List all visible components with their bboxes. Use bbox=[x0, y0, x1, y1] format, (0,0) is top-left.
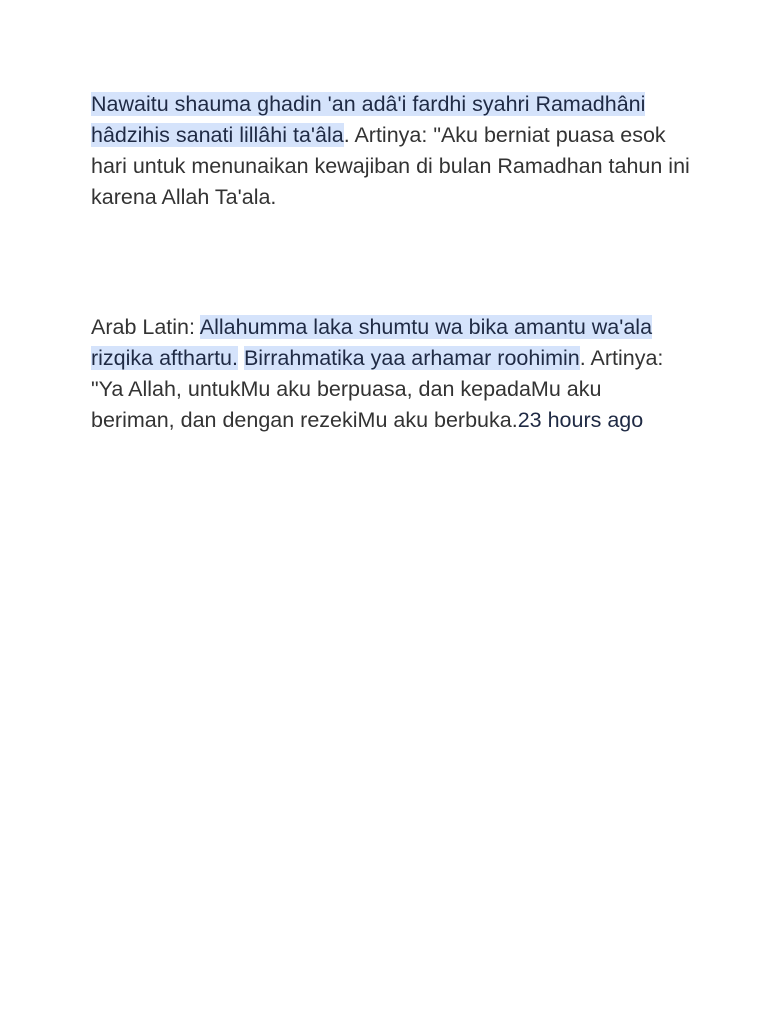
doa-latin-highlight-1[interactable]: Allahumma laka shumtu wa bika amantu wa'ala rizqika afthartu. bbox=[91, 315, 653, 370]
doa-berbuka-paragraph bbox=[91, 312, 691, 436]
doa-translation-text: . Artinya: "Ya Allah, untukMu aku berpuasa, dan kepadaMu aku beriman, dan dengan rezekiMu aku berbuka. bbox=[91, 346, 664, 432]
arab-latin-label: Arab Latin: bbox=[91, 315, 200, 339]
niat-translation-text: . Artinya: "Aku berniat puasa esok hari untuk menunaikan kewajiban di bulan Ramadhan tahun ini karena Allah Ta'ala. bbox=[91, 123, 690, 209]
timestamp: 23 hours ago bbox=[517, 408, 644, 432]
niat-puasa-paragraph bbox=[91, 89, 691, 213]
doa-latin-highlight-2[interactable]: Birrahmatika yaa arhamar roohimin bbox=[243, 346, 580, 370]
niat-latin-highlight[interactable]: Nawaitu shauma ghadin 'an adâ'i fardhi syahri Ramadhâni hâdzihis sanati lillâhi ta'âla bbox=[91, 92, 646, 147]
